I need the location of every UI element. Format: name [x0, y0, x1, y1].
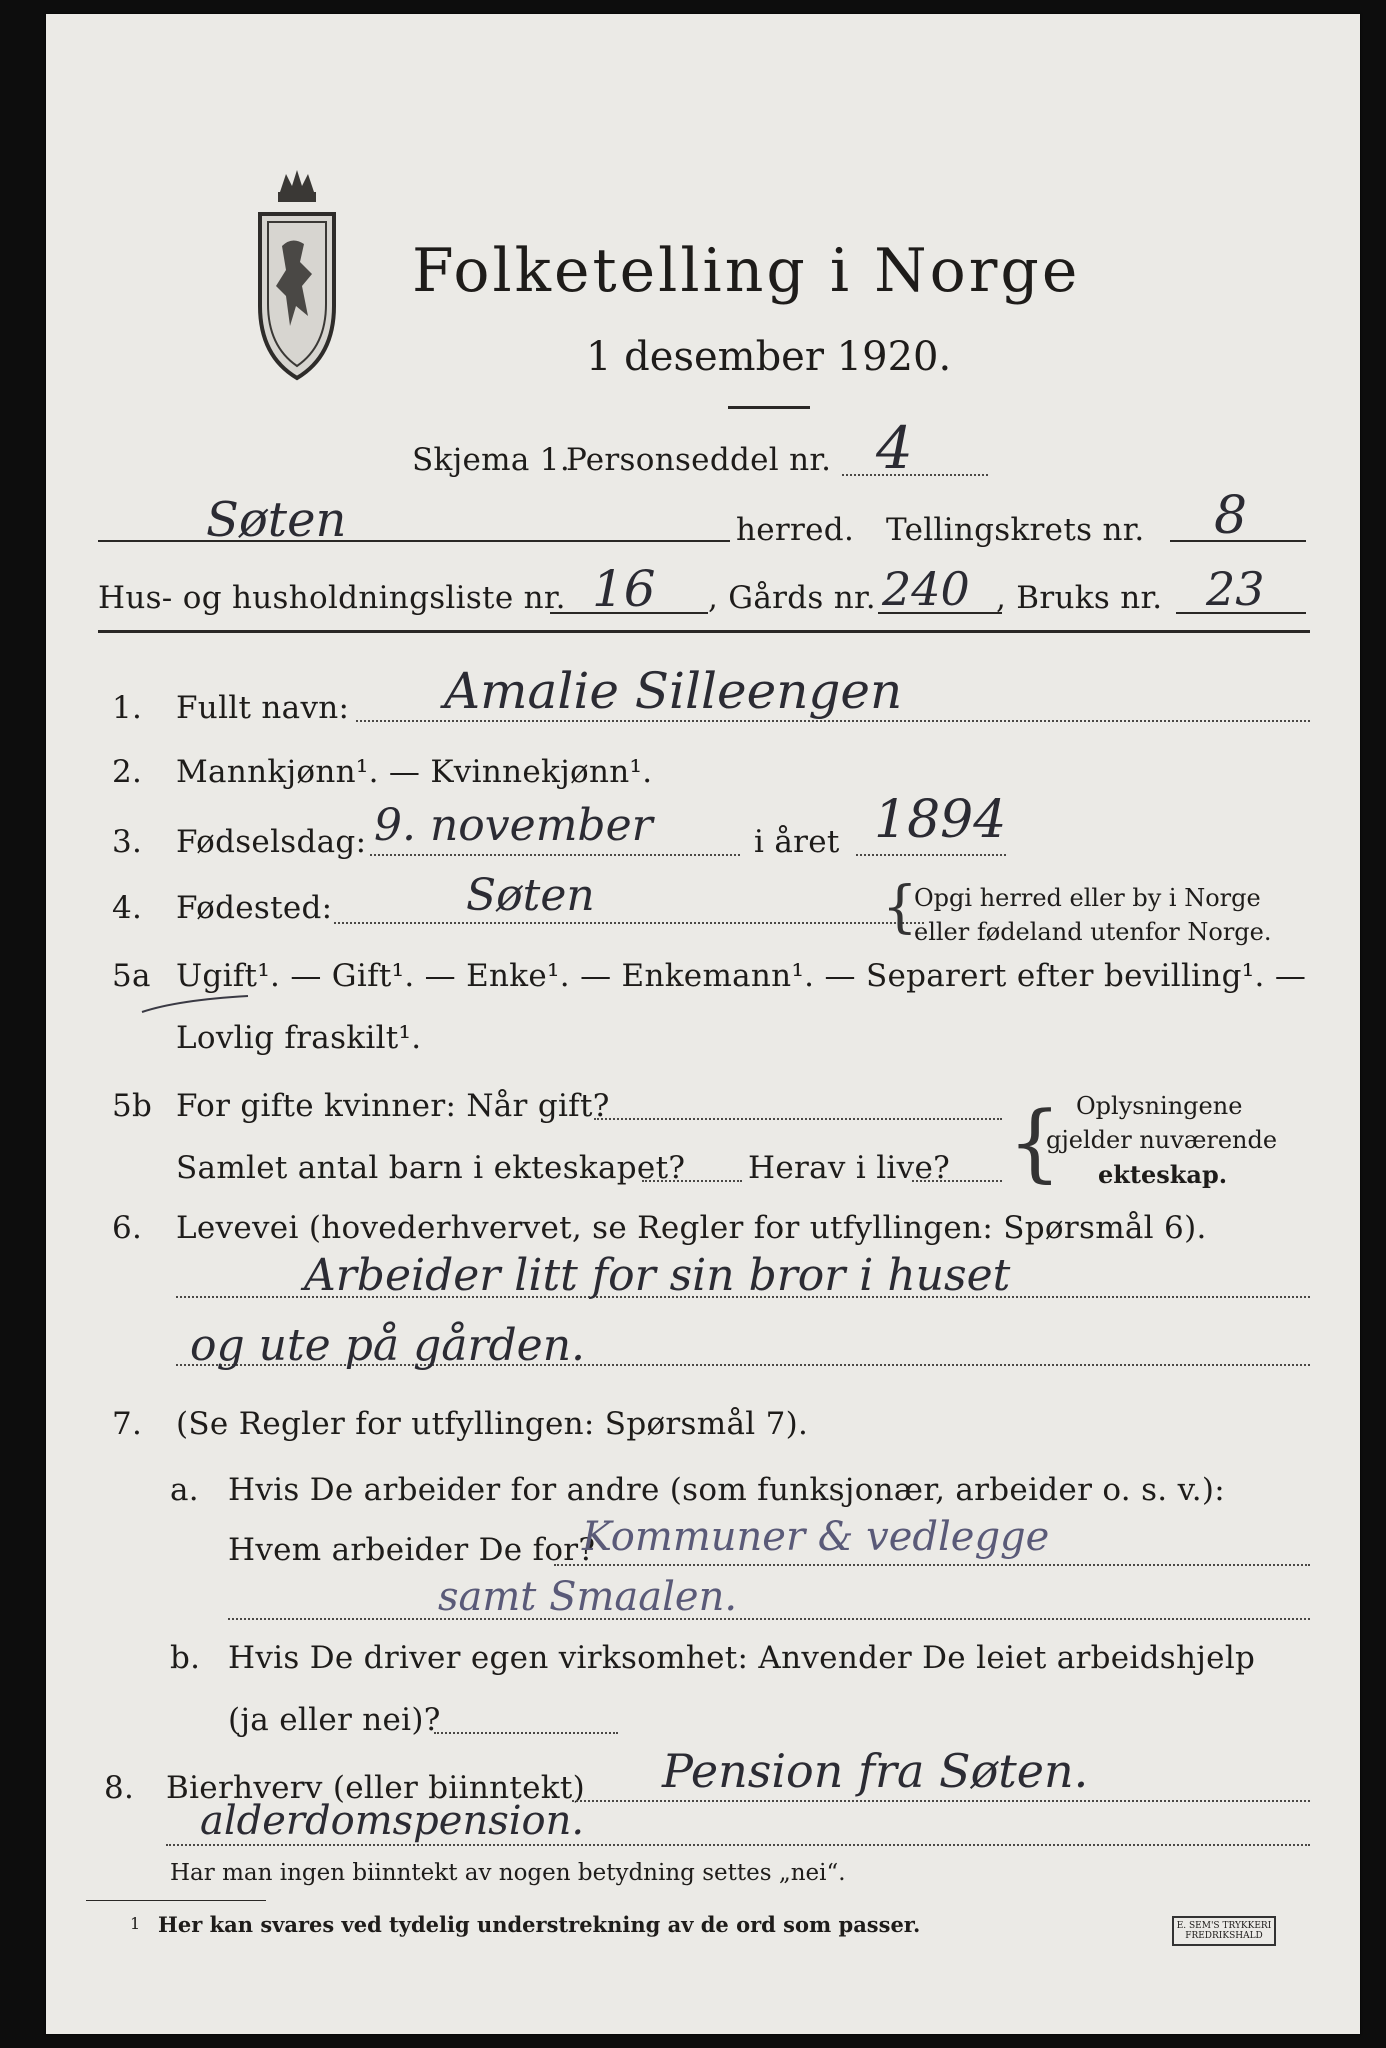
- q7-label: (Se Regler for utfyllingen: Spørsmål 7).: [176, 1406, 809, 1442]
- q7a-value-line-2: samt Smaalen.: [438, 1574, 738, 1620]
- q1-value: Amalie Silleengen: [444, 662, 903, 720]
- q4-note-brace: {: [882, 875, 918, 940]
- q3-day-value: 9. november: [374, 800, 653, 851]
- q7b-label-2: (ja eller nei)?: [228, 1702, 441, 1738]
- title-rule: [728, 406, 810, 409]
- q5b-label: For gifte kvinner: Når gift?: [176, 1088, 610, 1124]
- q7b-label: Hvis De driver egen virksomhet: Anvender De leiet arbeidshjelp: [228, 1640, 1256, 1676]
- q7-number: 7.: [112, 1406, 143, 1442]
- q3-year-label: i året: [754, 824, 840, 860]
- q5b-note-line-1: Oplysningene: [1076, 1092, 1243, 1120]
- q8-dotline-1: [572, 1800, 1310, 1802]
- personseddel-label: Personseddel nr.: [566, 442, 832, 478]
- personseddel-dotline: [842, 474, 988, 476]
- q2-number: 2.: [112, 754, 143, 790]
- q2-label: Mannkjønn¹. — Kvinnekjønn¹.: [176, 754, 653, 790]
- q7a-dotline-2: [228, 1618, 1310, 1620]
- q4-label: Fødested:: [176, 890, 333, 926]
- form-title: Folketelling i Norge: [412, 236, 1081, 306]
- q8-value-line-2: alderdomspension.: [200, 1798, 585, 1844]
- herred-label: herred.: [736, 512, 855, 548]
- q5a-label-2: Lovlig fraskilt¹.: [176, 1020, 422, 1056]
- q7b-letter: b.: [170, 1640, 201, 1676]
- q6-value-line-1: Arbeider litt for sin bror i huset: [304, 1250, 1011, 1301]
- q7a-label: Hvis De arbeider for andre (som funksjonær, arbeider o. s. v.):: [228, 1472, 1226, 1508]
- q3-number: 3.: [112, 824, 143, 860]
- printer-mark: E. SEM'S TRYKKERI FREDRIKSHALD: [1172, 1916, 1276, 1946]
- schema-label: Skjema 1.: [412, 442, 570, 478]
- tellingskrets-label: Tellingskrets nr.: [886, 512, 1145, 548]
- footnote-rule: [86, 1900, 266, 1901]
- q7a-label-2: Hvem arbeider De for?: [228, 1532, 596, 1568]
- q4-dotline: [334, 922, 924, 924]
- q7a-letter: a.: [170, 1472, 199, 1508]
- q5a-number: 5a: [112, 958, 151, 994]
- q5b-married-dotline: [594, 1118, 1002, 1120]
- husholdning-value: 16: [592, 560, 656, 618]
- herred-underline: [98, 540, 730, 542]
- census-form: [46, 14, 1360, 2034]
- q5b-note-line-2: gjelder nuværende: [1046, 1126, 1278, 1154]
- q5b-note-brace: {: [1008, 1093, 1062, 1191]
- q8-note: Har man ingen biinntekt av nogen betydning settes „nei“.: [170, 1860, 846, 1886]
- census-date: 1 desember 1920.: [586, 334, 952, 380]
- q5b-note-line-3: ekteskap.: [1098, 1160, 1228, 1189]
- herred-value: Søten: [206, 492, 347, 548]
- q6-label: Levevei (hovederhvervet, se Regler for utfyllingen: Spørsmål 6).: [176, 1210, 1207, 1246]
- header-divider: [98, 630, 1310, 633]
- q5b-children-dotline: [642, 1180, 742, 1182]
- q6-number: 6.: [112, 1210, 143, 1246]
- q4-number: 4.: [112, 890, 143, 926]
- q1-label: Fullt navn:: [176, 690, 350, 726]
- gards-label: , Gårds nr.: [708, 580, 876, 616]
- q8-label: Bierhverv (eller biinntekt): [166, 1770, 586, 1806]
- q4-note-line-1: Opgi herred eller by i Norge: [914, 884, 1261, 912]
- personseddel-value: 4: [876, 414, 913, 482]
- footnote-text: Her kan svares ved tydelig understrekning av de ord som passer.: [158, 1912, 921, 1937]
- q7a-value-line-1: Kommuner & vedlegge: [582, 1514, 1050, 1560]
- bruks-value: 23: [1206, 562, 1265, 616]
- q4-note-line-2: eller fødeland utenfor Norge.: [914, 918, 1272, 946]
- q5a-label: Ugift¹. — Gift¹. — Enke¹. — Enkemann¹. — Separert efter bevilling¹. —: [176, 958, 1307, 994]
- q5b-alive-label: Herav i live?: [748, 1150, 951, 1186]
- q3-day-dotline: [370, 854, 740, 856]
- husholdning-label: Hus- og husholdningsliste nr.: [98, 580, 566, 616]
- tellingskrets-value: 8: [1214, 486, 1248, 546]
- footnote-mark: 1: [130, 1914, 141, 1933]
- q6-value-line-2: og ute på gården.: [190, 1320, 586, 1371]
- q3-year-value: 1894: [874, 790, 1007, 850]
- gards-value: 240: [882, 562, 970, 616]
- q1-number: 1.: [112, 690, 143, 726]
- ugift-underline-mark: [138, 990, 258, 1020]
- q8-number: 8.: [104, 1770, 135, 1806]
- norwegian-coat-of-arms-icon: [252, 166, 342, 382]
- q3-year-dotline: [856, 854, 1006, 856]
- q8-dotline-2: [166, 1844, 1310, 1846]
- q3-label: Fødselsdag:: [176, 824, 367, 860]
- q5b-alive-dotline: [912, 1180, 1002, 1182]
- q8-value-line-1: Pension fra Søten.: [662, 1744, 1089, 1798]
- q4-value: Søten: [466, 870, 595, 921]
- q1-dotline: [356, 720, 1310, 722]
- q5b-number: 5b: [112, 1088, 153, 1124]
- q7a-dotline-1: [554, 1564, 1310, 1566]
- bruks-label: , Bruks nr.: [996, 580, 1163, 616]
- q5b-children-label: Samlet antal barn i ekteskapet?: [176, 1150, 686, 1186]
- q7b-dotline: [434, 1732, 618, 1734]
